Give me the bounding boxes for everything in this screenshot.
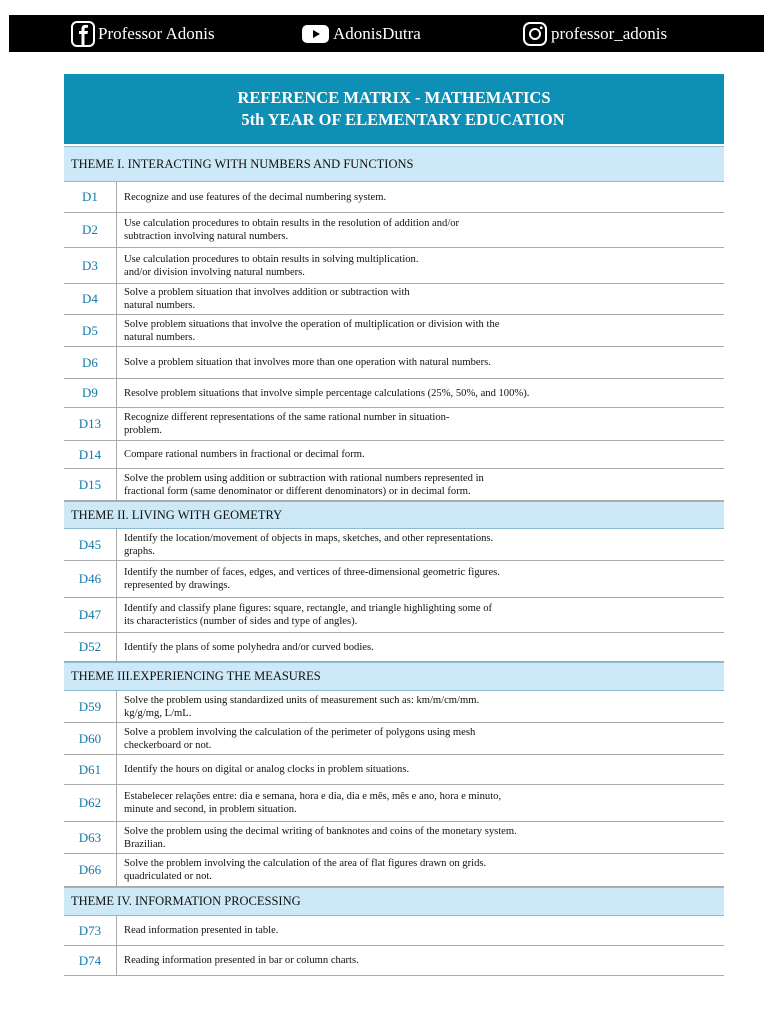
- descriptor-text: Identify the number of faces, edges, and vertices of three-dimensional geometric figures. represented by drawings.: [124, 567, 500, 591]
- descriptor-text: Read information presented in table.: [124, 925, 279, 936]
- descriptor-text: Solve the problem using addition or subtraction with rational numbers represented in fractional form (same denominator or different denominators) or in decimal form.: [124, 472, 484, 497]
- theme-heading: THEME II. LIVING WITH GEOMETRY: [64, 501, 724, 529]
- descriptor-text: Solve problem situations that involve the operation of multiplication or division with the natural numbers.: [124, 318, 500, 343]
- table-row: [64, 946, 724, 976]
- descriptor-text: Identify the hours on digital or analog clocks in problem situations.: [124, 764, 410, 775]
- instagram-handle: professor_adonis: [551, 23, 668, 43]
- theme-heading: THEME I. INTERACTING WITH NUMBERS AND FUNCTIONS: [64, 146, 724, 182]
- instagram-icon: [522, 21, 548, 47]
- table-row: [64, 379, 724, 408]
- descriptor-code: D59: [64, 691, 117, 722]
- descriptor-code: D47: [64, 598, 117, 632]
- descriptor-code: D62: [64, 785, 117, 821]
- table-row: [64, 284, 724, 315]
- social-bar: [9, 15, 764, 52]
- table-row: [64, 408, 724, 441]
- descriptor-code: D9: [64, 379, 117, 407]
- youtube-icon: [302, 24, 330, 44]
- descriptor-code: D61: [64, 755, 117, 784]
- descriptor-code: D13: [64, 408, 117, 440]
- descriptor-code: D2: [64, 213, 117, 247]
- descriptor-text: Estabelecer relações entre: dia e semana, hora e dia, dia e mês, mês e ano, hora e minuto, minute and second, in problem situation.: [124, 791, 502, 815]
- descriptor-code: D6: [64, 347, 117, 378]
- table-row: [64, 213, 724, 248]
- descriptor-code: D4: [64, 284, 117, 314]
- youtube-link[interactable]: [302, 15, 421, 52]
- youtube-handle: AdonisDutra: [333, 23, 421, 43]
- descriptor-text: Compare rational numbers in fractional or decimal form.: [124, 449, 365, 460]
- table-row: [64, 248, 724, 284]
- table-row: [64, 469, 724, 501]
- descriptor-code: D66: [64, 854, 117, 886]
- matrix-header: [64, 74, 724, 146]
- descriptor-text: Recognize and use features of the decimal numbering system.: [124, 191, 387, 203]
- descriptor-text: Reading information presented in bar or column charts.: [124, 955, 359, 966]
- table-row: [64, 916, 724, 946]
- table-row: [64, 691, 724, 723]
- theme-heading: THEME IV. INFORMATION PROCESSING: [64, 887, 724, 916]
- descriptor-text: Identify the plans of some polyhedra and/or curved bodies.: [124, 641, 374, 653]
- descriptor-text: Use calculation procedures to obtain results in solving multiplication. and/or division involving natural numbers.: [124, 253, 419, 278]
- descriptor-code: D1: [64, 182, 117, 212]
- descriptor-code: D15: [64, 469, 117, 500]
- descriptor-code: D60: [64, 723, 117, 754]
- descriptor-text: Solve a problem situation that involves addition or subtraction with natural numbers.: [124, 287, 410, 311]
- table-row: [64, 529, 724, 561]
- descriptor-code: D46: [64, 561, 117, 597]
- table-row: [64, 598, 724, 633]
- table-row: [64, 723, 724, 755]
- table-row: [64, 822, 724, 854]
- table-row: [64, 854, 724, 887]
- matrix-title: REFERENCE MATRIX - MATHEMATICS: [237, 88, 551, 107]
- table-row: [64, 561, 724, 598]
- descriptor-text: Resolve problem situations that involve simple percentage calculations (25%, 50%, and 100%).: [124, 387, 530, 399]
- descriptor-text: Recognize different representations of the same rational number in situation- problem.: [124, 412, 450, 436]
- descriptor-text: Solve the problem using standardized units of measurement such as: km/m/cm/mm. kg/g/mg, L/mL.: [124, 694, 480, 719]
- descriptor-code: D63: [64, 822, 117, 853]
- descriptor-code: D73: [64, 916, 117, 945]
- facebook-link[interactable]: [71, 15, 215, 52]
- descriptor-text: Solve the problem using the decimal writing of banknotes and coins of the monetary system. Brazilian.: [124, 825, 517, 850]
- descriptor-code: D52: [64, 633, 117, 661]
- reference-matrix-table: [64, 74, 724, 976]
- table-row: [64, 785, 724, 822]
- descriptor-code: D14: [64, 441, 117, 468]
- descriptor-code: D74: [64, 946, 117, 975]
- descriptor-text: Identify the location/movement of objects in maps, sketches, and other representations. graphs.: [124, 532, 494, 557]
- descriptor-text: Solve a problem involving the calculation of the perimeter of polygons using mesh checkerboard or not.: [124, 726, 476, 751]
- facebook-handle: Professor Adonis: [98, 23, 215, 43]
- theme-heading: THEME III.EXPERIENCING THE MEASURES: [64, 662, 724, 691]
- table-row: [64, 441, 724, 469]
- table-row: [64, 633, 724, 662]
- descriptor-text: Use calculation procedures to obtain results in the resolution of addition and/or subtraction involving natural numbers.: [124, 218, 460, 242]
- descriptor-text: Identify and classify plane figures: square, rectangle, and triangle highlighting some of its characteristics (number of sides and type of angles).: [124, 603, 493, 627]
- descriptor-code: D45: [64, 529, 117, 560]
- descriptor-text: Solve the problem involving the calculation of the area of flat figures drawn on grids. quadriculated or not.: [124, 858, 487, 882]
- instagram-link[interactable]: [522, 15, 667, 52]
- table-row: [64, 182, 724, 213]
- facebook-icon: [71, 21, 95, 47]
- table-row: [64, 755, 724, 785]
- table-row: [64, 315, 724, 347]
- descriptor-text: Solve a problem situation that involves more than one operation with natural numbers.: [124, 357, 491, 368]
- table-row: [64, 347, 724, 379]
- matrix-subtitle: 5th YEAR OF ELEMENTARY EDUCATION: [241, 110, 565, 129]
- descriptor-code: D5: [64, 315, 117, 346]
- descriptor-code: D3: [64, 248, 117, 283]
